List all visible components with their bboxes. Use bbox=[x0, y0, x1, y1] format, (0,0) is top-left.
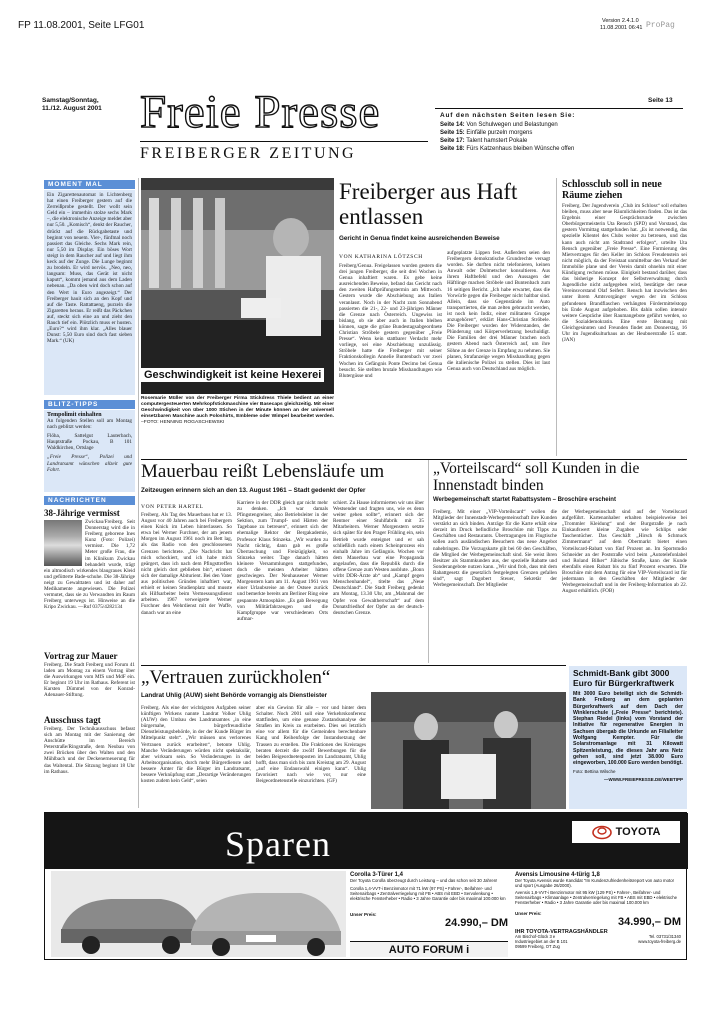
toyota-logo-box bbox=[572, 821, 680, 843]
dealer-2-phone: Tel. 03731/31340 bbox=[648, 934, 681, 939]
newspaper-logo: Freie Presse bbox=[140, 86, 381, 138]
edition-date bbox=[42, 97, 102, 113]
photo-1-caption-title: Geschwindigkeit ist keine Hexerei bbox=[141, 368, 324, 382]
schmidt-credit: Foto: Bettina Wilsche bbox=[573, 768, 616, 774]
page-number: Seite 13 bbox=[648, 97, 673, 104]
model-1-title: Corolla 3-Türer 1,4 bbox=[350, 872, 404, 878]
schloss-headline: Schlossclub soll in neue Räume ziehen bbox=[562, 179, 662, 201]
blitz-text: An folgenden Stellen soll am Montag nach geblitzt werden: bbox=[47, 418, 132, 431]
moment-mal-text: Ein Zigarettenautomat in Lichtenberg hat einen Freiberger gestern auf die Zerreißprobe gestellt. Der wollt sein Geld ein – immerhin stolze sechs Mark –, die elektronische Anzeige meldet aber nur 5,50. „Komisch“, denkt der Raucher, drückt auf die Rückgabetaste und beginnt von neuem. Vier-, fünfmal noch passiert das Gleiche. Sechs Mark rein, nur 5,50 im Display. Ein böses Wort steigt in dem Raucher auf und liegt ihm keck auf der Zunge. Die Lunge beginnt zu brodeln. Er wird nervös. „Neo, neo, langsam: Muss, das Gerät ist nicht kaputt“, kommt jemand aus dem Laden nebenan. „Da oben wird doch schon auf den Wert in Euro angezeigt.“ Der Freiberger hauit sich an den Kopf und auf die Taste. Rattattaeng, purzeln die Zigaretten heraus. Er reißt das Päckchen auf, steckt sich eine an und zieht den Rauch tief ein. Plötzlich muss er husten. „Euro?“ wird ihm klar. „Alles blauer Dunst: 5,50 Euro sind doch fast sieben Mark.“ (UK) bbox=[47, 192, 132, 345]
cars-image bbox=[51, 871, 346, 957]
schmidt-text: Mit 3000 Euro beteiligt sich die Schmidt-Bank Freiberg an dem geplanten Bürgerkraftwerk auf dem Dach der Winklerschule („Freie Presse“ berichtete). Stephan Riedel (links) vom Vorstand der Initiative für regenerative Energien in Sachsen übergab die Urkunde an Filialleiter Wolfgang Kempter. Für die Solarstromanlage mit 31 Kilowatt Spitzenleistung, die dieses Jahr ans Netz gehen soll, sind jetzt 38.000 Euro eingeworben, 100.000 Euro werden benötigt. bbox=[573, 691, 683, 767]
photo-1-credit: –FOTO: HENNING ROGASCHEWSKI bbox=[141, 420, 225, 425]
lead-col-2: aufgeplatzte Lippen fest. Außerdem seien den Freibergern demokratische Grundrechte versagt worden. Sie durften nicht telefonieren, keinen Anwalt oder Dolmetscher konsultieren. Aus ihrem Haftbefehl und den Aussagen der Häftlinge machen Ströbele und Buntenbach zum 16 seitigen Bericht. „Ich habe erwartet, dass die Vorwürfe gegen die Freiberger nicht haltbar sind. Allein, dass sie Gegenstände im Auto transportierten, die man zelten gebraucht werden, ist noch kein Indiz, einer militanten Gruppe anzugehören“, erklärt Hans-Christian Ströbele. Die Freiberger wurden der Widerstanden, der Plünderung und Körperverletzung beschuldigt. Die Familien der drei Männer brachen noch gestern Abend nach Österreich auf, um ihre Söhne an der Grenze in Empfang zu nehmen. Sie planen, Strafanzeige wegen Misshandlung gegen die italienische Polizei zu stellen. Dies ist laut Genua auch von Deutschland aus möglich. bbox=[447, 250, 550, 372]
dealer-2-addr-2: Industriegebiet an der B 101 bbox=[515, 938, 568, 944]
lead-col-1: Freiberg/Genua. Freigelassen wurden gestern die drei jungen Freiberger, die seit drei Wochen in Genua inhaftiert waren. Es gebe keine ausreichenden Beweise, befand das Gericht nach den zweiten Haftprüfungstermin am Mittwoch. Gestern wurde die Abschiebung aus Italien veranlasst. Noch in der Nacht zum Sonnabend passierten die 21-, 22- und 23-jährigen Männer die Grenze nach Österreich. Ungewiss ist bislang, ob sie aber auch in Italien bleiben können, sagte die grüne Bundestagsabgeordnete Christian Ströbele gestern gegenüber „Freie Presse“. Wenn kein stattbarer Verdacht mehr vorliege, sei eine Abschiebung unzulässig. Ströbele hatte die Freiberger mit seiner Fraktionskollegin Annelie Buntenbach vor zwei Wochen im Gefängnis Ponte Decimo bei Genua besucht. Sie stellten brutale Misshandlungen wie Blutergüsse und bbox=[339, 263, 442, 379]
dealer-2-contact bbox=[638, 935, 681, 949]
dealer-2-title: IHR TOYOTA-VERTRAGSHÄNDLER bbox=[515, 929, 608, 935]
news-1-title: 38-Jährige vermisst bbox=[44, 508, 120, 518]
ad-dealer-1 bbox=[350, 941, 508, 957]
photo-1-caption-text bbox=[141, 394, 334, 426]
model-2-features: Avensis 1,8-VVT-i Benzinmotor mit 95 kW (129 PS) • Fahrer-, Beifahrer- und Seitenairbags • Klimaanlage • Zentralverriegelung mit FB • ABS mit EBD • elektrische Fensterheber • Radio • 3 Jahre Garantie oder bis maximal 100.000 km bbox=[515, 890, 677, 905]
news-1-text: Zwickau/Freiberg. Seit Donnerstag wird die in Freiberg geborene Ines Kunz (Foto: Polizei) vermisst. Die 1,72 Meter große Frau, die im Klinikum Zwickau behandelt wurde, trägt ein altmodisch wirkendes blaugraues Kleid und gefütterte Bade-schuhe. Die 38-Jährige neigt zu Gewalttaten und ist daher auf Medikamente angewiesen. Die Polizei vermutet, dass sie zu Verwandten im Raum Freiberg unterwegs ist. Hinweise an die Kripo Zwickau. —Ruf 0375/4282134 bbox=[44, 519, 135, 611]
card-col-2: der Werbegemeinschaft sind auf der Vorteilscard aufgeführt. Kartenanhaber erhalten beispielsweise bei „Trommler Kleidung“ und der Burgstraße je nach Einkaufswert kleine Zugaben wie Schlips oder Taschentücher. Das Geschäft „Hirsch & Schmuck Zimmermann“ auf dem Obermarkt bietet einen Vorteilscard-Rabatt von fünf Prozent an. Im Sportstudio Schneider an der Poststraße wird beim „Autotelefonlabel und Roland Bilker“ Jübische Straße, kann der Kunde ebenfalls einen Rabatt bis zu fünf Prozent erwarten. Die Broschüre mit dem Antrag für eine VIP-Vorteilscard ist für jedermann in den Geschäften der Mitglieder der Werbegemeinschaft und in der Freiberg-Information ab 22. August erhältlich. (FOB) bbox=[562, 509, 687, 595]
ad-headline: Sparen bbox=[225, 824, 331, 864]
preview-item: Seite 14: Von Schulwegen und Belastungen bbox=[440, 122, 558, 128]
preview-rule bbox=[435, 108, 683, 109]
lead-headline: Freiberger aus Haft entlassen bbox=[339, 179, 518, 229]
mauer-author: VON PETER HARTEL bbox=[141, 504, 204, 510]
embroidery-machine-photo bbox=[141, 178, 334, 394]
schmidt-box bbox=[569, 666, 687, 809]
model-1-features: Corolla 1,4-VVT-i Benzinmotor mit 71 kW (97 PS) • Fahrer-, Beifahrer- und Seitenairbags • Zentralverriegelung mit FB • ABS mit EBD • Servolenkung • elektrische Fensterheber • Radio • 3 Jahre Garantie oder bis maximal 100.000 km bbox=[350, 886, 506, 901]
blitz-title: Tempolimit einhalten bbox=[47, 412, 102, 418]
handover-photo bbox=[371, 692, 566, 809]
schloss-divider bbox=[556, 178, 557, 456]
model-2-text: Der Toyota Avensis wurde Kandidat "Im Kundenzufriedenheitsreport von auto motor und sport (Ausgabe 26/2000). bbox=[515, 878, 675, 888]
print-version: Version 2.4.1.0 bbox=[602, 18, 639, 24]
photo-1-caption-body: Rosemarie Müller von der Freiberger Firma Stickdress Thiele bedient an einer computergesteuerten Mehrkopfstickmaschine vier Basecaps gleichzeitig. Mit einer Geschwindigkeit von über 1000 Stichen in der Minute können an der universell einsetzbaren Maschine auch Poloshirts, Embleme oder Wimpel bearbeitet werden. bbox=[141, 396, 334, 419]
news-3-title: Ausschuss tagt bbox=[44, 715, 101, 725]
mauer-col-1: Freiberg. Als Tag des Mauerbaus hat er 13. August vor 40 Jahren auch bei Freibergern einen Knick im Leben hinterlassen. So etwa bei Werner Furchner, der am jenem Morgen im August 1961 noch im Bett lag, als das Radio von den geschlossenen Grenzen berichtete. „Die Nachricht hat mich schockiert, und ich habe mich geärgert, dass ich nach dem Pfingsttreffen nicht gleich dort geblieben bin“, erinnert sich der damalige Abiturient. Bei den Vater aus politischen Gründen inhaftiert war, erhielt er keinen Studienplatz und musste als Hilfsarbeiter beim Vermessungsdienst arbeiten. 1967 verweigerte Werner Furchner den Wehrdienst mit der Waffe, danach war an eine bbox=[141, 512, 232, 616]
dealer-2-web[interactable]: www.toyota-freiberg.de bbox=[638, 938, 681, 944]
missing-person-photo bbox=[44, 520, 82, 566]
schmidt-headline: Schmidt-Bank gibt 3000 Euro für Bürgerkraftwerk bbox=[573, 668, 675, 688]
mauer-col-3: schiert. Zu Hause informierten wir uns über Westsender und fragten uns, wie es denn weiter gehen sollte“, erinnert sich der Rentner einer Stuhlfabrik mit 35 Mitarbeitern. Werner Morgenstern setzte sich später für den Prager Frühling ein, sein Betrieb wurde enteignet und er sah schließlich nach einem Scheinprozess ein einhalb Jahre im Gefängnis. Wochen vor dem Mauerbau war eine Propaganda angelaufen, dass die Republik durch die offene Grenze zum Westen ausblute. „Bonn wirbt DDR-Ärzte ab“ und „Kampf gegen Menschenhandel“, titelte das „Neue Deutschland“. Die Stadt Freiberg gedenkt am Montag, 13.30 Uhr, am „Mahnmal der Opfer von Gewaltherrschaft“ auf dem Donatsfriedhof der Opfer an der deutsch-deutschen Grenze. bbox=[333, 500, 424, 616]
masthead-rule bbox=[140, 141, 428, 142]
model-2-title: Avensis Limousine 4-türig 1,8 bbox=[515, 872, 600, 878]
nachrichten-head: NACHRICHTEN bbox=[44, 496, 135, 505]
model-2-price-label: Unser Preis: bbox=[515, 911, 542, 916]
blitz-footer: „Freie Presse“, Polizei und Landratsamt wünschen allzeit gute Fahrt. bbox=[47, 454, 132, 473]
toyota-ad bbox=[44, 812, 687, 960]
vertrauen-headline: „Vertrauen zurückholen“ bbox=[141, 667, 331, 688]
print-slug: FP 11.08.2001, Seite LFG01 bbox=[18, 20, 145, 31]
print-watermark: ProPag bbox=[646, 21, 675, 30]
date-line-1: Samstag/Sonntag, bbox=[42, 97, 99, 104]
cars-illustration bbox=[51, 871, 346, 957]
vertrauen-subheadline: Landrat Uhlig (AUW) sieht Behörde vorrangig als Dienstleister bbox=[141, 692, 328, 699]
model-1-price-label: Unser Preis: bbox=[350, 912, 377, 917]
blitz-tipps-head: BLITZ-TIPPS bbox=[44, 400, 135, 409]
card-divider bbox=[428, 460, 429, 663]
news-3-text: Freiberg. Der Technikausschuss befasst sich am Montag mit der Sanierung der Anschütte im Bereich Peterstraße/Ringstraße, dem Neubau von zwei Brücken über den Walten und den Mühlbach und der Deckenerneuerung für das Waltental. Die Sitzung beginnt 18 Uhr im Rathaus. bbox=[44, 726, 135, 775]
toyota-brand: TOYOTA bbox=[615, 826, 661, 838]
preview-item: Seite 15: Einfälle purzeln morgens bbox=[440, 130, 533, 136]
vertrauen-col-2: aber ein Gewinn für alle – vor und hinter dem Schalter. Noch 2001 soll eine Verkehrskonferenz stattfinden, um eine genaue Zustandsanalyse der Straßen im Kreis zu erarbeiten. Dies sei letztlich eine vor allem für die Gemeinden berechenbare Kang und Reihenfolge der Instandsetzung der Trassen zu erstellen. Die Fraktionen des Kreistages beraten derzeit die zwölf Bewerbungen für die beiden Beigeordnetenposten im Landratsamt, Uhlig hofft, dass man sich bis zum Kreistag am 29. August „auf eine Endauswahl einigen kann“. Uhlig favorisiert nach wie vor, nur eine Beigeordnetenstelle einzurichten. (GF) bbox=[256, 705, 366, 785]
vertrauen-col-1: Freiberg. Als eine der wichtigsten Aufgaben seiner künftigen Wirkens nannte Landrat Volker Uhlig (AUW) den Umbau des Landratsamtes „in eine bürgernahe, bürgerfreundliche Dienstleistungsbehörde, in der der Kunde Bürger im Mittelpunkt steht“. „Wir müssen uns verlorenes Vertrauen zurück erarbeiten“, betonte Uhlig. Manche Veränderungen würden nicht spektakulär, aber wirksam sein. So Veränderungen in der Arbeitsorganisation, durch mehr Bürgerdienste und bessere Ämter für die Bürger im Landratsamt, bessere Verknüpfung statt „Derartige Veränderungen kosten zudem kein Geld“, seien bbox=[141, 705, 251, 785]
photo-1-caption bbox=[141, 369, 334, 458]
local-edition-title: FREIBERGER ZEITUNG bbox=[140, 145, 357, 162]
dealer-2-addr-1: Am Bischof-Glück 3 e bbox=[515, 934, 556, 939]
moment-mal-head: MOMENT MAL bbox=[44, 180, 135, 189]
blitz-locations: Flöha, Sattelgut Lauterbach, Hauptstraße Pockau, B 101 Waldkirchen, Ortslage bbox=[47, 433, 132, 452]
column-divider bbox=[138, 178, 139, 808]
dealer-2-addr-3: 09599 Freiberg, OT Zug bbox=[515, 943, 560, 949]
mauer-subheadline: Zeitzeugen erinnern sich an den 13. August 1961 – Stadt gedenkt der Opfer bbox=[141, 487, 366, 494]
handover-image bbox=[371, 692, 566, 809]
news-2-title: Vortrag zur Mauer bbox=[44, 651, 118, 661]
mauer-headline: Mauerbau reißt Lebensläufe um bbox=[141, 461, 385, 482]
schmidt-footer: —WWW.FREIEPRESSE.DE/WEBTIPP bbox=[603, 776, 683, 782]
toyota-logo-icon bbox=[592, 826, 612, 839]
news-2-text: Freiberg. Die Stadt Freiberg und Forum 41 laden am Montag zu einem Vortrag über die Auswirkungen vom MfS und MdF ein. Er beginnt 19 Uhr im Rathaus. Referent ist Karsten Dümmel von der Konrad-Adenauer-Stiftung. bbox=[44, 662, 135, 699]
model-1-text: Der Toyota Corolla überzeugt durch Leistung – und das schon seit 30 Jahren! bbox=[350, 878, 498, 883]
mauer-col-2: Karriere in der DDR gleich gar nicht mehr zu denken. „Ich war damals Pfingstengreiner, also Betriebsleiter in der Sektion, zum Trumpf- und Härten der Tagebaue zu betreuen“, erinnert sich der ehemalige Rektor der Bergakademie, Professor Klaus Stinzeka. „Wir wurden zu Nacht tüchtig, dann gab es große Überraschung und Freizügigkeit, so Stinzeka weiter. Tage danach hätten kleinere Versammlungen stattgefunden, doch die meisten Arbeiter hätten geschwiegen. Der Neuhausener Werner Morgenstern kam am 11. August 1961 von einer Urlaubsreise an der Ostsee zurück und bemerkte bereits am Berliner Ring eine gespannte Atmosphäre. „Es gab Bewegung von Militärfahrzeugen und die Kampfgruppe war verschiedenen Orts aufmar- bbox=[237, 500, 328, 622]
moment-mal-box bbox=[44, 190, 135, 395]
card-headline: „Vorteilscard“ soll Kunden in die Innenstadt binden bbox=[433, 460, 640, 494]
dealer-2-address bbox=[515, 935, 568, 949]
print-timestamp: 11.08.2001 06:41 bbox=[600, 25, 643, 31]
model-1-price: 24.990,– DM bbox=[445, 917, 508, 929]
date-line-2: 11./12. August 2001 bbox=[42, 105, 102, 112]
preview-item: Seite 17: Talent hamstert Pokale bbox=[440, 138, 528, 144]
card-subheadline: Werbegemeinschaft startet Rabattsystem – Broschüre erscheint bbox=[433, 497, 616, 503]
dealer-1-name: AUTO FORUM i bbox=[388, 943, 470, 956]
nachrichten-col bbox=[44, 508, 135, 794]
preview-title: Auf den nächsten Seiten lesen Sie: bbox=[440, 112, 576, 119]
preview-box bbox=[440, 112, 685, 153]
lead-author: VON KATHARINA LÖTZSCH bbox=[339, 254, 423, 260]
model-2-price: 34.990,– DM bbox=[618, 916, 681, 928]
photo-image bbox=[141, 178, 334, 394]
preview-item: Seite 18: Fürs Katzenhaus bleiben Wünsche offen bbox=[440, 146, 575, 152]
schloss-text: Freiberg. Der Jugendverein „Club im Schloss“ soll erhalten bleiben, muss aber neue Räumlichkeiten finden. Das ist das Ergebnis einer Gesprächsrunde zwischen Oberbürgermeisterin Uta Rensch (SPD) und Vorstand, das gestern Vormittag stattgefunden hat. „Es ist notwendig, das spezielle Klientel des Clubs weiter zu betreuen, und das kann auch nicht am Stadtrand erfolgen“, urteilte Uta Rensch gegenüber „Freie Presse“. Eine Formierung des Mietvertrages für den Keller im Schloss Freudenstein sei nicht möglich, da der Freistaat unmittelbar den Verkauf der Immobilie plane und der Verein damit ohnehin mit einer Kündigung rechnen müsse. Einigkeit bestand darüber, dass das bisherige Konzept der Selbstverwaltung durch Jugendliche nicht aufgegeben wird, bestätigte der neue Vereinsvorstand Olaf Seifert. Rensch hat inzwischen den unter ihrem Amtsvorgänger wegen der im Schloss gefundenen Brandflaschen verhängten Fördermittelstopp bis Ende August aufgehoben. Bis dahin sollen intensiv weitere Gespräche über Raumangebote geführt werden, so die Sozialdemokratin. Eine erste Beratung mit Gleichgesinnten und Freunden findet am Donnerstag, 16 Uhr im Jugendkulturhaus an der Heubnerstraße 15 statt. (JAN) bbox=[562, 203, 687, 344]
card-col-1: Freiberg. Mit einer „VIP-Vorteilscard“ wollen die Mitglieder der Innenstadt-Werbegemeinschaft ihre Kunden verstärkt an sich binden. Anträge für die Karte erhält eine derzeit im Druck befindliche Broschüre mit Tipps zu Geschäften und Restaurants. Übertragungen im Flugtische sollen auch ausländischen Besuchern das neue Angebot nahebringen. Die Vorzugskarte gilt bei 60 den Geschäften, die Mitglied der Werbegemeinschaft sind. Sie weist ihren Besitzer als Stammkunden aus, der spezielle Rabatte und Sonderangebote nutzen kann. „Wir sind froh, dass mit dem Rabattgesetz die gesetzlich festgelegten Grenzen gefallen sind“, sagt Dagobert Steuer, Sekretär der Werbegemeinschaft. Der Mitglieder bbox=[433, 509, 557, 589]
lead-subheadline: Gericht in Genua findet keine ausreichenden Beweise bbox=[339, 235, 500, 242]
ad-model-2 bbox=[515, 872, 681, 958]
blitz-tipps-box bbox=[44, 410, 135, 492]
dealer-2-info bbox=[515, 935, 681, 949]
